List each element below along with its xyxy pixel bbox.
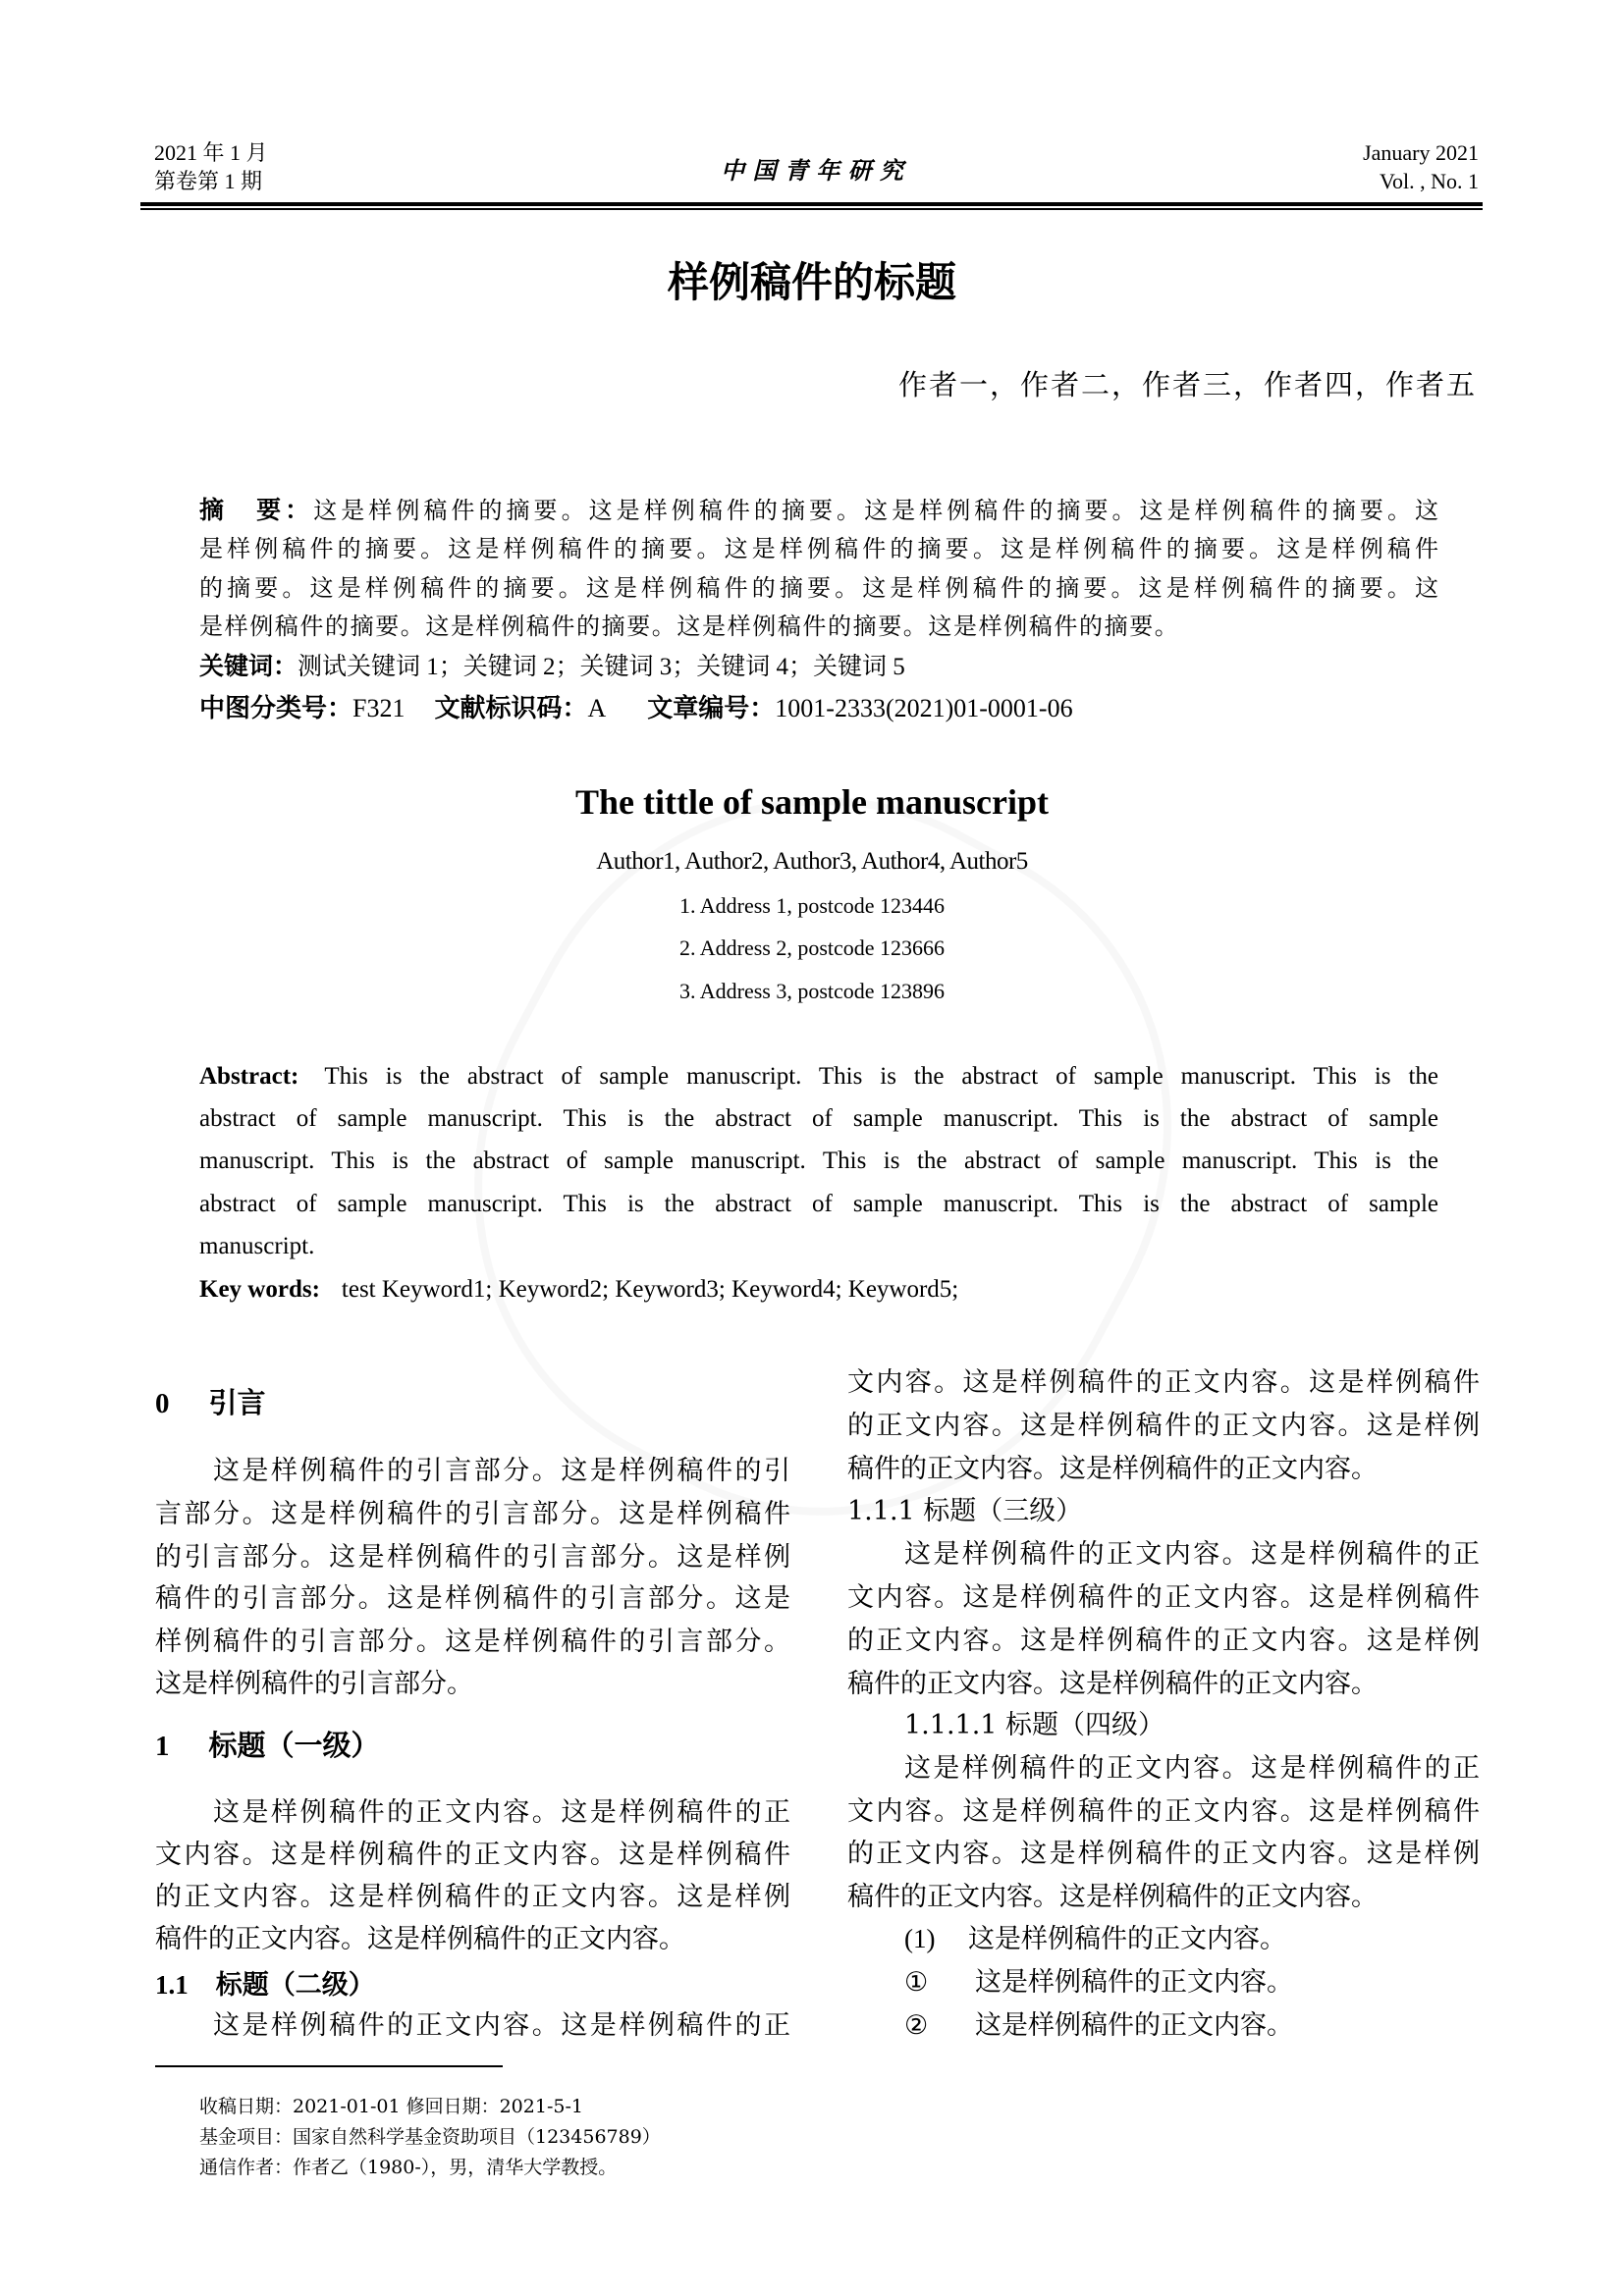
list-text: 这是样例稿件的正文内容。 (968, 1924, 1286, 1954)
heading-level2-text: 标题（二级） (215, 1970, 375, 2001)
abstract-cn-line: 摘 要：这是样例稿件的摘要。这是样例稿件的摘要。这是样例稿件的摘要。这是样例稿件的摘要。这 (199, 496, 1438, 524)
abstract-en-line: abstract of sample manuscript. This is the abstract of sample manuscript. This is the abstract of sample (199, 1191, 1438, 1217)
address-1: 1. Address 1, postcode 123446 (678, 893, 946, 918)
list-item (904, 1960, 1293, 1999)
list-item (904, 2003, 1293, 2042)
body-line: 的正文内容。这是样例稿件的正文内容。这是样例 (155, 1882, 790, 1912)
list-marker: ① (904, 1967, 929, 1998)
abstract-cn-line: 是样例稿件的摘要。这是样例稿件的摘要。这是样例稿件的摘要。这是样例稿件的摘要。 (199, 613, 1180, 640)
body-line: 稿件的正文内容。这是样例稿件的正文内容。 (847, 1882, 1378, 1912)
heading-level1 (155, 1724, 380, 1764)
body-line: 这是样例稿件的正文内容。这是样例稿件的正 (213, 2010, 790, 2041)
classification-line (199, 691, 1073, 726)
intro-line: 这是样例稿件的引言部分。这是样例稿件的引 (213, 1456, 790, 1486)
body-line: 文内容。这是样例稿件的正文内容。这是样例稿件 (847, 1582, 1480, 1613)
header-date-cn: 2021 年 1 月 (154, 140, 268, 165)
body-line: 文内容。这是样例稿件的正文内容。这是样例稿件 (847, 1796, 1480, 1827)
body-line: 的正文内容。这是样例稿件的正文内容。这是样例 (847, 1411, 1480, 1441)
doc-code-value: A (587, 694, 607, 722)
list-marker: ② (904, 2010, 929, 2041)
authors-cn: 作者一，作者二，作者三，作者四，作者五 (897, 368, 1477, 401)
clc-value: F321 (352, 694, 406, 722)
footnote-received: 收稿日期：2021-01-01 修回日期：2021-5-1 (199, 2096, 583, 2117)
body-line: 的正文内容。这是样例稿件的正文内容。这是样例 (847, 1839, 1480, 1869)
list-text: 这是样例稿件的正文内容。 (975, 1967, 1293, 1998)
keywords-cn-value: 测试关键词 1；关键词 2；关键词 3；关键词 4；关键词 5 (298, 654, 905, 680)
intro-line: 言部分。这是样例稿件的引言部分。这是样例稿件 (155, 1499, 790, 1529)
abstract-en-line: manuscript. This is the abstract of sample manuscript. This is the abstract of sample manuscript. This is the (199, 1148, 1438, 1174)
heading-level2 (155, 1963, 375, 2002)
heading-level1-text: 标题（一级） (208, 1729, 380, 1762)
heading-intro (155, 1381, 266, 1421)
abstract-en-line: manuscript. (199, 1233, 315, 1259)
footnote-corresponding: 通信作者：作者乙（1980-），男，清华大学教授。 (199, 2157, 618, 2178)
doc-code-label: 文献标识码： (434, 694, 588, 723)
abstract-en-line: abstract of sample manuscript. This is the abstract of sample manuscript. This is the abstract of sample (199, 1105, 1438, 1132)
body-line: 这是样例稿件的正文内容。这是样例稿件的正 (904, 1539, 1480, 1570)
list-text: 这是样例稿件的正文内容。 (975, 2010, 1293, 2041)
body-line: 文内容。这是样例稿件的正文内容。这是样例稿件 (155, 1840, 790, 1870)
intro-line: 稿件的引言部分。这是样例稿件的引言部分。这是 (155, 1583, 790, 1614)
title-en: The tittle of sample manuscript (575, 782, 1049, 822)
body-line: 这是样例稿件的正文内容。这是样例稿件的正 (213, 1797, 790, 1828)
footnote-fund: 基金项目：国家自然科学基金资助项目（123456789） (199, 2126, 661, 2148)
keywords-en (199, 1276, 958, 1304)
header-issue-en: Vol. , No. 1 (1379, 169, 1479, 193)
heading-level1-num: 1 (155, 1731, 170, 1762)
header-issue-cn: 第卷第 1 期 (154, 169, 263, 193)
header-rule-thick (140, 202, 1483, 206)
abstract-en-label: Abstract: (199, 1063, 299, 1090)
article-no-label: 文章编号： (647, 694, 776, 723)
heading-level3: 1.1.1 标题（三级） (847, 1496, 1083, 1526)
keywords-cn (199, 650, 905, 684)
abstract-cn-line: 是样例稿件的摘要。这是样例稿件的摘要。这是样例稿件的摘要。这是样例稿件的摘要。这是样例稿件 (199, 535, 1438, 562)
list-marker: (1) (904, 1924, 936, 1953)
abstract-en-line: Abstract: This is the abstract of sample manuscript. This is the abstract of sample manuscript. This is the (199, 1063, 1438, 1090)
authors-en: Author1, Author2, Author3, Author4, Author5 (596, 848, 1028, 875)
keywords-cn-label: 关键词： (199, 652, 298, 680)
abstract-cn-label: 摘 要： (199, 496, 314, 524)
address-2: 2. Address 2, postcode 123666 (678, 935, 946, 960)
body-line: 稿件的正文内容。这是样例稿件的正文内容。 (847, 1454, 1378, 1484)
intro-line: 的引言部分。这是样例稿件的引言部分。这是样例 (155, 1542, 790, 1573)
body-line: 这是样例稿件的正文内容。这是样例稿件的正 (904, 1753, 1480, 1784)
journal-name: 中 国 青 年 研 究 (721, 156, 903, 185)
footnote-rule (155, 2065, 503, 2067)
intro-line: 样例稿件的引言部分。这是样例稿件的引言部分。 (155, 1627, 790, 1657)
keywords-en-value: test Keyword1; Keyword2; Keyword3; Keyword4; Keyword5; (341, 1276, 959, 1303)
heading-intro-text: 引言 (208, 1386, 266, 1419)
keywords-en-label: Key words: (199, 1276, 320, 1303)
heading-level4: 1.1.1.1 标题（四级） (904, 1710, 1165, 1740)
intro-line: 这是样例稿件的引言部分。 (155, 1669, 473, 1699)
list-item (904, 1917, 1286, 1955)
clc-label: 中图分类号： (199, 694, 353, 723)
abstract-cn-line: 的摘要。这是样例稿件的摘要。这是样例稿件的摘要。这是样例稿件的摘要。这是样例稿件的摘要。这 (199, 574, 1438, 602)
heading-intro-num: 0 (155, 1388, 170, 1419)
header-rule-thin (140, 208, 1483, 210)
body-line: 稿件的正文内容。这是样例稿件的正文内容。 (155, 1924, 685, 1954)
body-line: 稿件的正文内容。这是样例稿件的正文内容。 (847, 1669, 1378, 1699)
heading-level2-num: 1.1 (155, 1970, 189, 2000)
article-no-value: 1001-2333(2021)01-0001-06 (775, 694, 1073, 722)
address-3: 3. Address 3, postcode 123896 (678, 979, 946, 1003)
title-cn: 样例稿件的标题 (667, 258, 956, 306)
body-line: 文内容。这是样例稿件的正文内容。这是样例稿件 (847, 1367, 1480, 1398)
header-date-en: January 2021 (1363, 140, 1479, 165)
body-line: 的正文内容。这是样例稿件的正文内容。这是样例 (847, 1626, 1480, 1656)
